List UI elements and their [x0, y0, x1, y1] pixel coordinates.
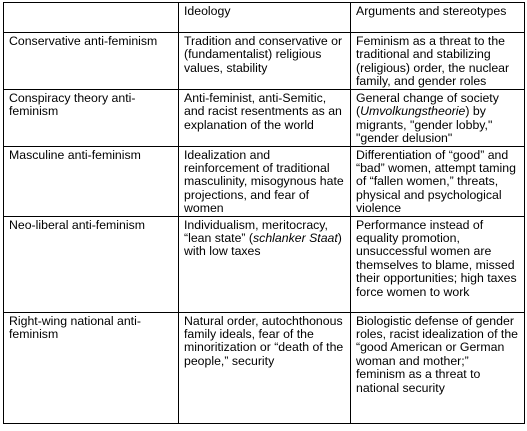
type-cell: Conservative anti-feminism: [4, 33, 179, 90]
type-cell: Conspiracy theory anti-feminism: [4, 90, 179, 147]
arguments-text: ) by migrants, "gender lobby," "gender delusion": [356, 104, 493, 146]
ideology-cell: Natural order, autochthonous family ideals, fear of the minoritization or “death of the people,” security: [179, 312, 351, 423]
ideology-text: ) with low taxes: [184, 231, 342, 259]
arguments-cell: Biologistic defense of gender roles, racist idealization of the “good American or German woman and mother;” feminism as a threat to national security: [351, 312, 525, 423]
ideology-cell: Anti-feminist, anti-Semitic, and racist resentments as an explanation of the world: [179, 90, 351, 147]
arguments-cell: Performance instead of equality promotion, unsuccessful women are themselves to blame, missed their opportunities; high taxes force women to work: [351, 216, 525, 312]
arguments-cell: Differentiation of “good” and “bad” women, attempt taming of “fallen women,” threats, physical and psychological violence: [351, 146, 525, 216]
ideology-cell: [179, 216, 351, 312]
anti-feminism-table: [3, 2, 525, 424]
arguments-cell: [351, 90, 525, 147]
ideology-italic-term: schlanker Staat: [253, 231, 338, 246]
type-cell: Right-wing national anti-feminism: [4, 312, 179, 423]
table-row: [4, 33, 525, 90]
arguments-italic-term: Umvolkungstheorie: [360, 104, 466, 119]
type-cell: Neo-liberal anti-feminism: [4, 216, 179, 312]
table-row: [4, 216, 525, 312]
ideology-text: Individualism, meritocracy, “lean state” (: [184, 217, 328, 246]
table-row: [4, 312, 525, 423]
table-row: [4, 146, 525, 216]
header-cell-arguments: Arguments and stereotypes: [351, 3, 525, 33]
ideology-cell: Idealization and reinforcement of traditional masculinity, misogynous hate projections, and fear of women: [179, 146, 351, 216]
arguments-text: General change of society (: [356, 91, 499, 119]
header-cell-ideology: Ideology: [179, 3, 351, 33]
header-cell-type: [4, 3, 179, 33]
header-row: [4, 3, 525, 33]
ideology-cell: Tradition and conservative or (fundamentalist) religious values, stability: [179, 33, 351, 90]
type-cell: Masculine anti-feminism: [4, 146, 179, 216]
table-row: [4, 90, 525, 147]
arguments-cell: Feminism as a threat to the traditional and stabilizing (religious) order, the nuclear family, and gender roles: [351, 33, 525, 90]
